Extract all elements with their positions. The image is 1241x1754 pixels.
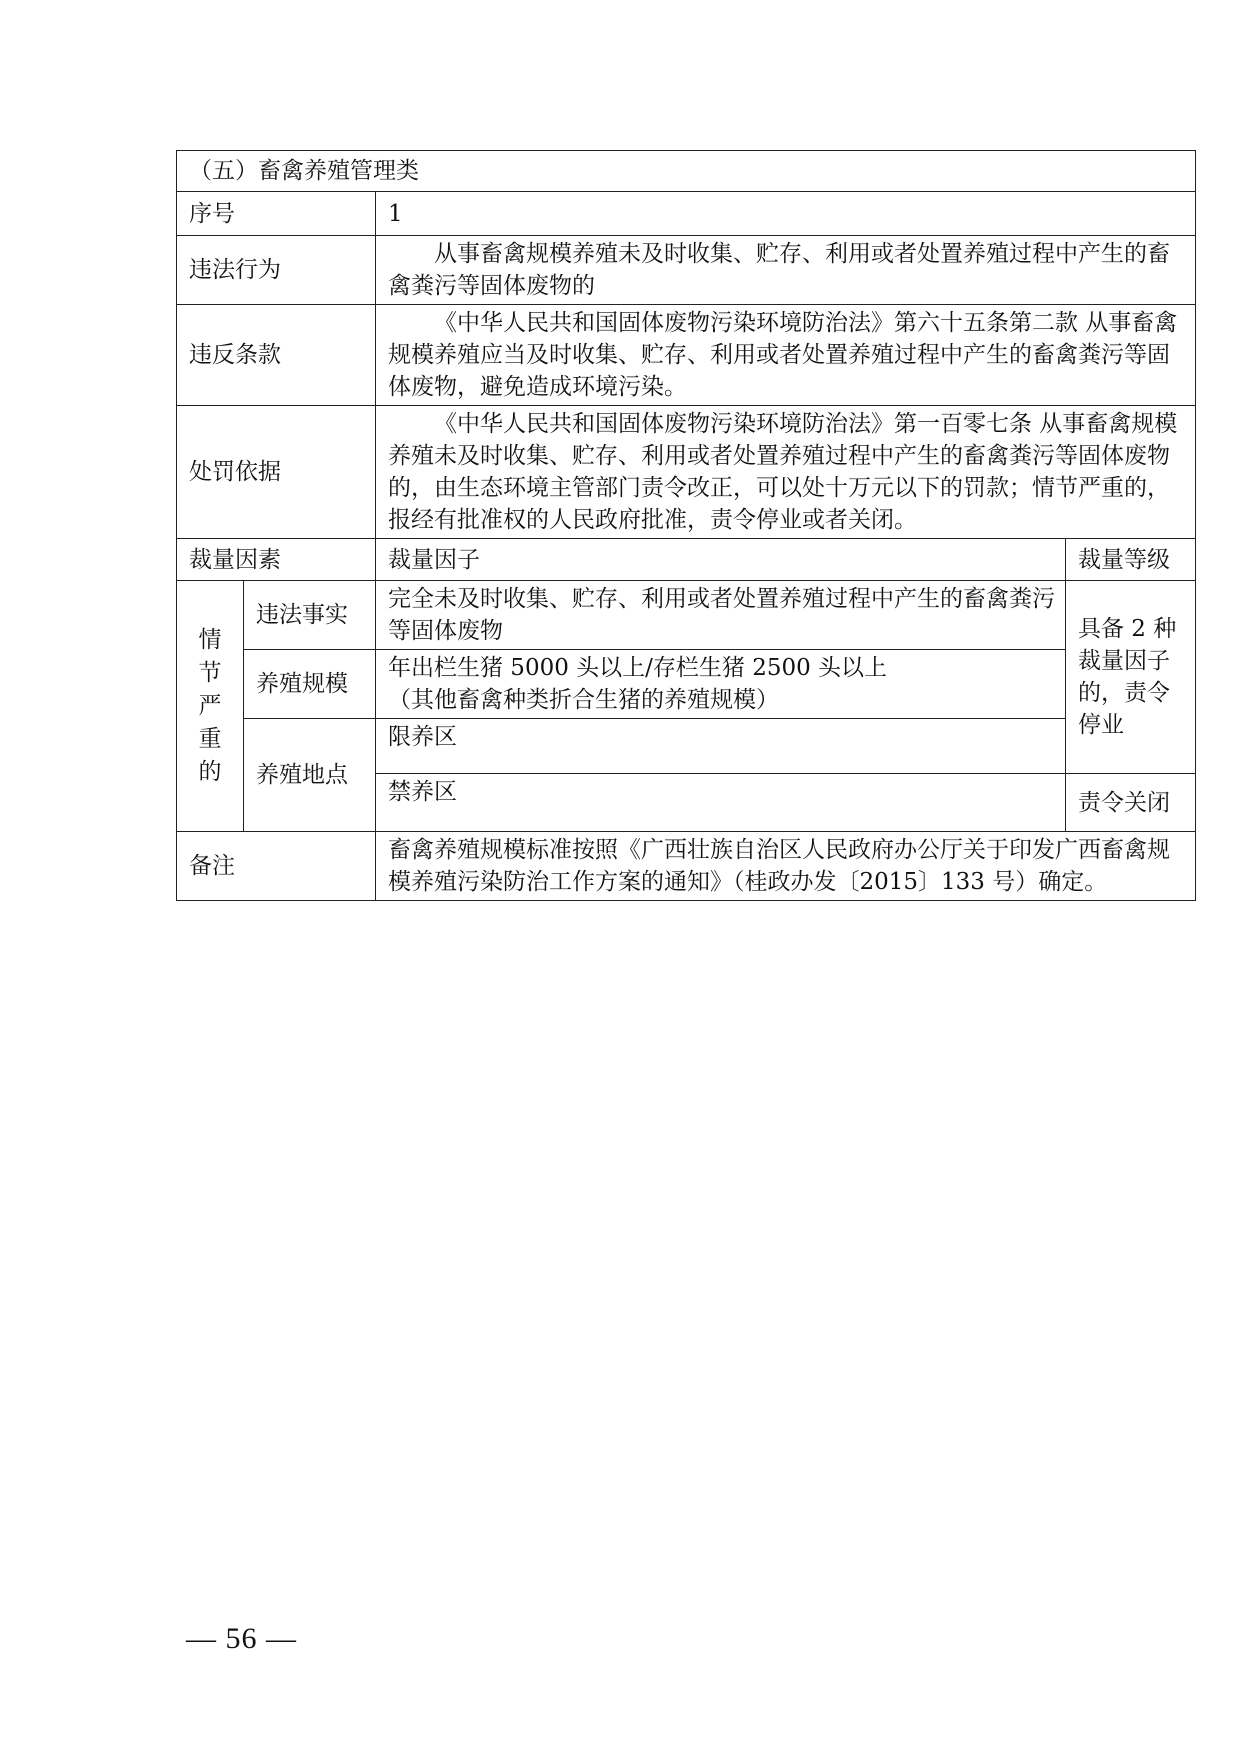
remark-label: 备注 xyxy=(177,832,376,901)
scale-line-1: 年出栏生猪 5000 头以上/存栏生猪 2500 头以上 xyxy=(388,655,888,681)
serial-value: 1 xyxy=(376,192,1196,236)
serial-label: 序号 xyxy=(177,192,376,236)
level-suspend: 具备 2 种裁量因子的，责令停业 xyxy=(1066,581,1196,774)
severe-char: 情 xyxy=(198,626,222,653)
discretion-factor-header: 裁量因素 xyxy=(177,539,376,581)
severe-char: 严 xyxy=(198,692,222,719)
violated-clause-label: 违反条款 xyxy=(177,305,376,406)
scale-label: 养殖规模 xyxy=(244,650,376,719)
prohibited-area: 禁养区 xyxy=(376,774,1066,832)
penalty-standard-table xyxy=(176,150,1196,901)
remark-text: 畜禽养殖规模标准按照《广西壮族自治区人民政府办公厅关于印发广西畜禽规模养殖污染防治工作方案的通知》（桂政办发〔2015〕133 号）确定。 xyxy=(376,832,1196,901)
level-close: 责令关闭 xyxy=(1066,774,1196,832)
discretion-level-header: 裁量等级 xyxy=(1066,539,1196,581)
scale-text xyxy=(376,650,1066,719)
violated-clause-text: 《中华人民共和国固体废物污染环境防治法》第六十五条第二款 从事畜禽规模养殖应当及时收集、贮存、利用或者处置养殖过程中产生的畜禽粪污等固体废物，避免造成环境污染。 xyxy=(376,305,1196,406)
penalty-basis-label: 处罚依据 xyxy=(177,406,376,539)
page-number: — 56 — xyxy=(186,1622,297,1655)
penalty-basis-text: 《中华人民共和国固体废物污染环境防治法》第一百零七条 从事畜禽规模养殖未及时收集、贮存、利用或者处置养殖过程中产生的畜禽粪污等固体废物的，由生态环境主管部门责令改正，可以处十万元以下的罚款；情节严重的，报经有批准权的人民政府批准，责令停业或者关闭。 xyxy=(376,406,1196,539)
violation-text: 从事畜禽规模养殖未及时收集、贮存、利用或者处置养殖过程中产生的畜禽粪污等固体废物的 xyxy=(376,236,1196,305)
fact-text: 完全未及时收集、贮存、利用或者处置养殖过程中产生的畜禽粪污等固体废物 xyxy=(376,581,1066,650)
section-title: （五）畜禽养殖管理类 xyxy=(177,151,1196,192)
severe-char: 节 xyxy=(198,659,222,686)
restricted-area: 限养区 xyxy=(376,719,1066,774)
violation-label: 违法行为 xyxy=(177,236,376,305)
severe-circumstance-label xyxy=(177,581,244,832)
discretion-item-header: 裁量因子 xyxy=(376,539,1066,581)
scale-line-2: （其他畜禽种类折合生猪的养殖规模） xyxy=(388,687,779,713)
severe-char: 重 xyxy=(198,725,222,752)
severe-char: 的 xyxy=(198,758,222,785)
fact-label: 违法事实 xyxy=(244,581,376,650)
location-label: 养殖地点 xyxy=(244,719,376,832)
